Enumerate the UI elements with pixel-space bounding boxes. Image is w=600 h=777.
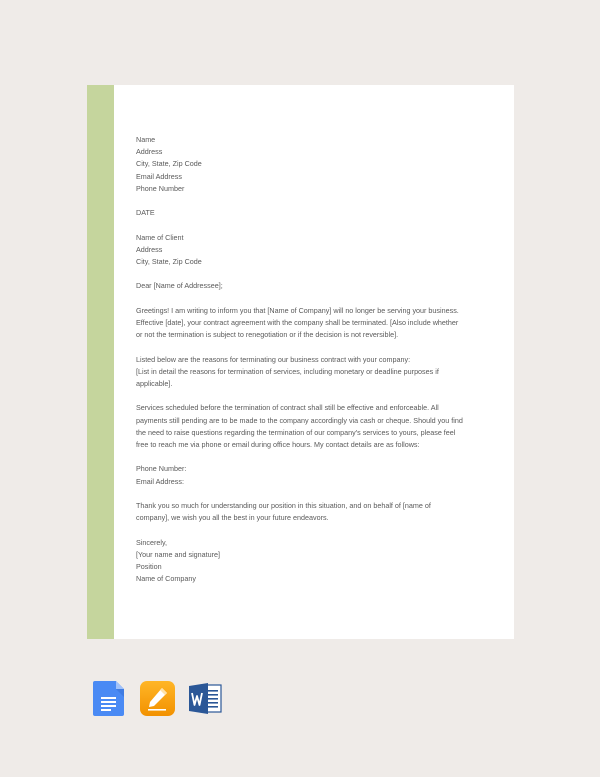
microsoft-word-icon[interactable] — [188, 681, 223, 716]
closing-signature: [Your name and signature] — [136, 549, 221, 559]
closing-company: Name of Company — [136, 574, 196, 584]
paragraph-1-line: or not the termination is subject to renegotiation or if the decision is not reversible]. — [136, 330, 399, 340]
sender-name: Name — [136, 135, 156, 144]
paragraph-2-line: [List in detail the reasons for termination of services, including monetary or deadline purposes if — [136, 366, 439, 376]
accent-stripe — [87, 85, 114, 639]
recipient-name: Name of Client — [136, 232, 184, 242]
recipient-address: Address — [136, 244, 163, 254]
document-page — [87, 85, 514, 639]
contact-phone: Phone Number: — [136, 464, 187, 474]
sender-address: Address — [136, 147, 163, 157]
letter-body — [136, 134, 471, 585]
format-icons — [92, 681, 223, 717]
sender-city: City, State, Zip Code — [136, 159, 202, 169]
contact-email: Email Address: — [136, 476, 184, 486]
google-docs-icon[interactable] — [92, 681, 127, 716]
paragraph-3-line: the need to raise questions regarding the termination of our company's services to yours, please feel — [136, 427, 456, 437]
recipient-city: City, State, Zip Code — [136, 257, 202, 266]
sender-phone: Phone Number — [136, 183, 185, 193]
paragraph-3-line: free to reach me via phone or email during office hours. My contact details are as follows: — [136, 439, 420, 449]
letter-date: DATE — [136, 208, 155, 218]
paragraph-2-line: Listed below are the reasons for terminating our business contract with your company: — [136, 354, 411, 364]
paragraph-4-line: Thank you so much for understanding our position in this situation, and on behalf of [name of — [136, 500, 431, 510]
paragraph-2-line: applicable]. — [136, 378, 173, 388]
paragraph-1-line: Effective [date], your contract agreement with the company shall be terminated. [Also include whether — [136, 317, 459, 327]
salutation: Dear [Name of Addressee]; — [136, 281, 223, 291]
closing-position: Position — [136, 561, 162, 571]
paragraph-4-line: company], we wish you all the best in your future endeavors. — [136, 513, 329, 523]
paragraph-3-line: Services scheduled before the termination of contract shall still be effective and enforceable. All — [136, 403, 439, 413]
closing-sincerely: Sincerely, — [136, 537, 168, 547]
sender-email: Email Address — [136, 171, 182, 181]
paragraph-3-line: payments still pending are to be made to the company accordingly via cash or cheque. Should you find — [136, 415, 463, 425]
paragraph-1-line: Greetings! I am writing to inform you that [Name of Company] will no longer be serving your business. — [136, 305, 459, 315]
apple-pages-icon[interactable] — [140, 681, 175, 716]
